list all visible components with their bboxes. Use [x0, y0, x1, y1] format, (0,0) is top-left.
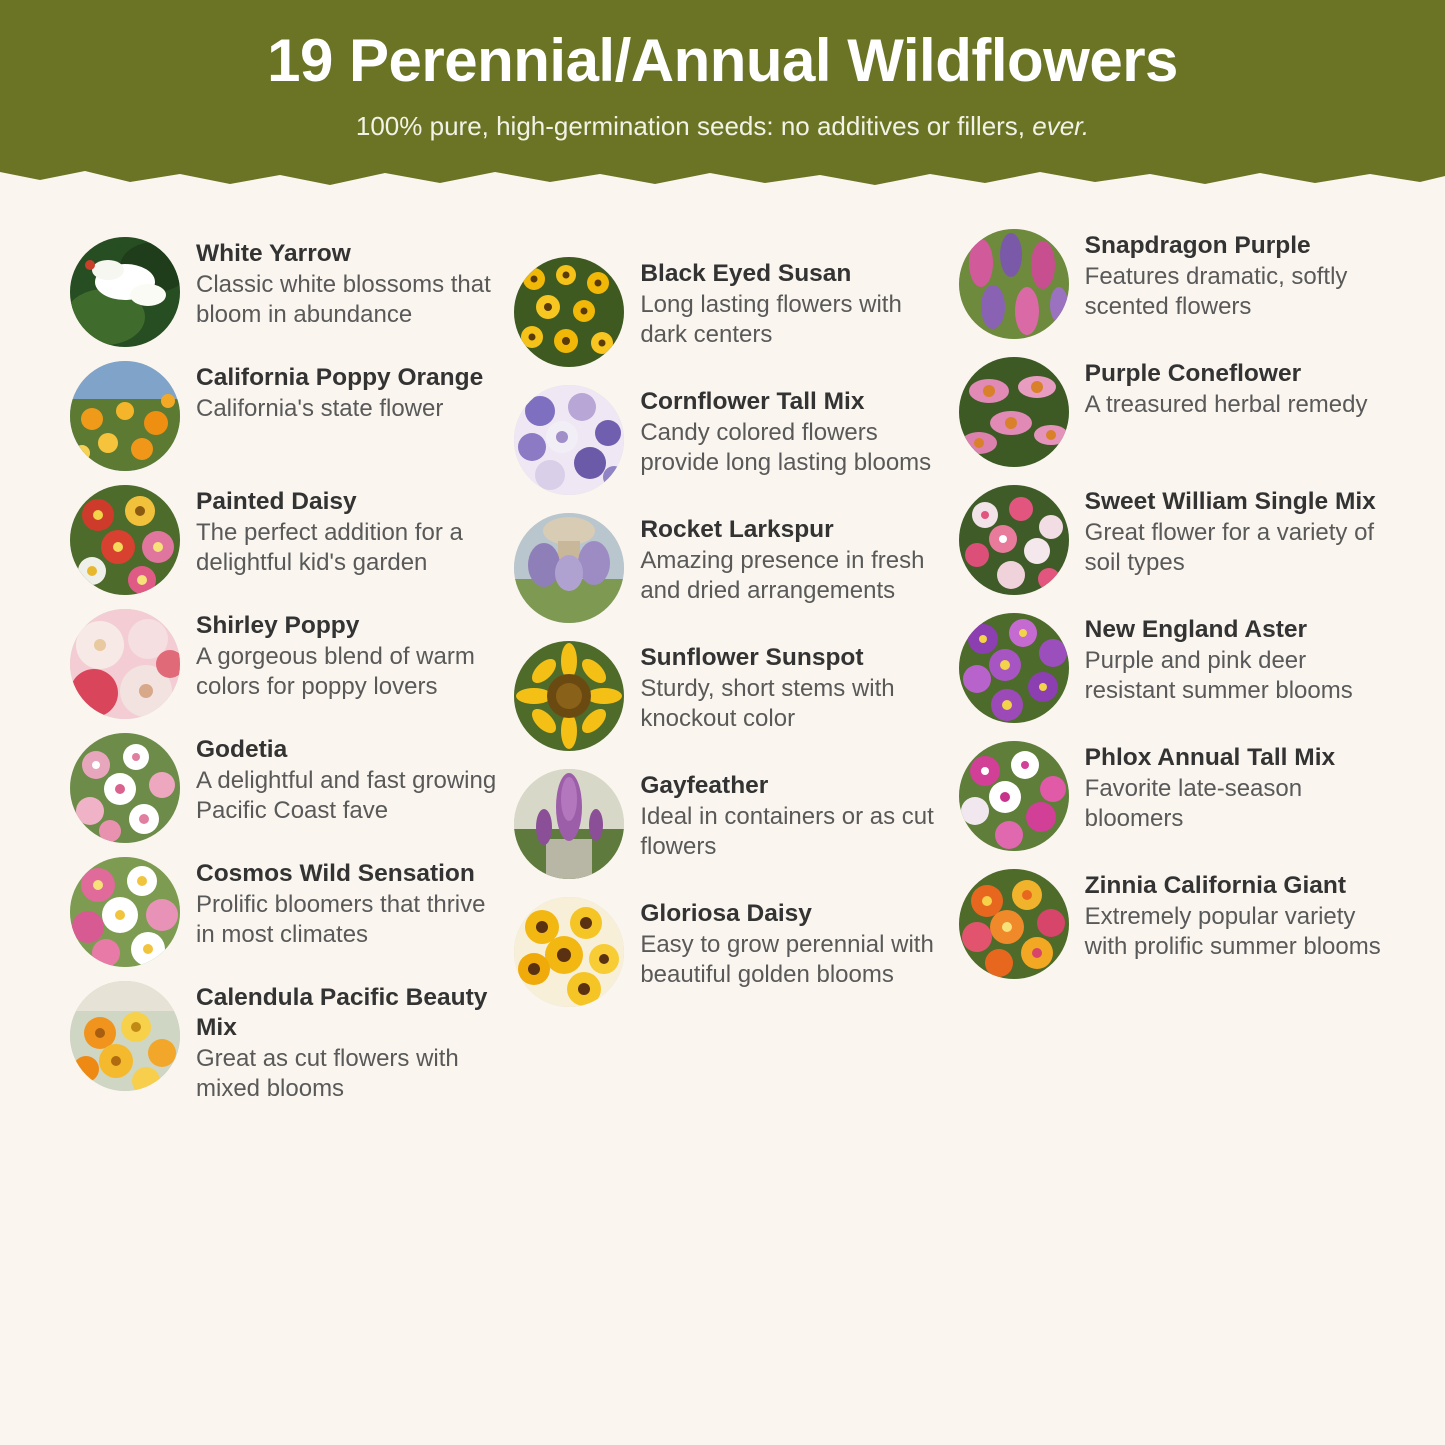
list-item-text [640, 769, 940, 862]
flower-description: Purple and pink deer resistant summer blooms [1084, 646, 1353, 704]
flower-name: Shirley Poppy [196, 612, 360, 639]
list-item [70, 733, 496, 843]
subtitle-text: 100% pure, high-germination seeds: no additives or fillers, [355, 111, 1033, 141]
list-item-text [196, 237, 496, 330]
flower-description: Ideal in containers or as cut flowers [640, 802, 934, 860]
flower-name: Cornflower Tall Mix [640, 388, 865, 415]
list-item-text [640, 257, 940, 350]
purple-coneflower-photo [959, 357, 1069, 467]
torn-paper-divider [0, 168, 1445, 196]
flower-name: Zinnia California Giant [1084, 872, 1347, 899]
flower-column-1 [70, 237, 496, 1118]
flower-name: White Yarrow [196, 240, 351, 267]
header-banner [0, 0, 1445, 196]
list-item-text [1085, 357, 1368, 420]
flower-name: Godetia [196, 736, 288, 763]
godetia-photo [70, 733, 180, 843]
painted-daisy-photo [70, 485, 180, 595]
list-item [514, 769, 940, 879]
flower-description: A gorgeous blend of warm colors for poppy lovers [196, 642, 475, 700]
gloriosa-daisy-photo [514, 897, 624, 1007]
list-item [514, 513, 940, 623]
cornflower-tall-mix-photo [514, 385, 624, 495]
flower-description: Favorite late-season bloomers [1084, 774, 1303, 832]
list-item-text [1085, 485, 1385, 578]
phlox-annual-tall-mix-photo [959, 741, 1069, 851]
shirley-poppy-photo [70, 609, 180, 719]
list-item [959, 613, 1385, 723]
flower-description: Long lasting flowers with dark centers [640, 290, 902, 348]
flower-description: Prolific bloomers that thrive in most climates [196, 890, 486, 948]
list-item [959, 869, 1385, 979]
list-item [70, 609, 496, 719]
subtitle-emphasis: ever. [1032, 111, 1090, 141]
list-item-text [1085, 869, 1385, 962]
flower-description: The perfect addition for a delightful kid's garden [196, 518, 463, 576]
list-item [514, 897, 940, 1007]
gayfeather-photo [514, 769, 624, 879]
list-item [959, 485, 1385, 595]
list-item-text [196, 485, 496, 578]
flower-description: Easy to grow perennial with beautiful golden blooms [640, 930, 934, 988]
black-eyed-susan-photo [514, 257, 624, 367]
list-item-text [196, 361, 483, 424]
flower-name: Snapdragon Purple [1084, 232, 1311, 259]
list-item-text [196, 857, 496, 950]
list-item [70, 981, 496, 1104]
list-item-text [640, 385, 940, 478]
flower-name: Gloriosa Daisy [640, 900, 812, 927]
flower-column-3 [959, 229, 1385, 1118]
sunflower-sunspot-photo [514, 641, 624, 751]
list-item [70, 857, 496, 967]
flower-description: California's state flower [196, 394, 444, 422]
page-subtitle [0, 111, 1445, 142]
flower-name: New England Aster [1084, 616, 1308, 643]
flower-description: Features dramatic, softly scented flowers [1084, 262, 1348, 320]
list-item [959, 357, 1385, 467]
flower-description: A delightful and fast growing Pacific Coast fave [196, 766, 497, 824]
flower-description: Great flower for a variety of soil types [1084, 518, 1375, 576]
list-item [959, 229, 1385, 339]
list-item-text [640, 641, 940, 734]
rocket-larkspur-photo [514, 513, 624, 623]
list-item [70, 361, 496, 471]
list-item-text [1085, 741, 1385, 834]
flower-name: Rocket Larkspur [640, 516, 834, 543]
flower-name: Painted Daisy [196, 488, 357, 515]
list-item-text [640, 897, 940, 990]
list-item-text [196, 733, 496, 826]
flower-description: Candy colored flowers provide long lasting blooms [640, 418, 932, 476]
flower-description: Great as cut flowers with mixed blooms [196, 1044, 459, 1102]
list-item [70, 485, 496, 595]
flower-name: Cosmos Wild Sensation [196, 860, 475, 887]
page-title: 19 Perennial/Annual Wildflowers [267, 27, 1178, 94]
flower-name: Black Eyed Susan [640, 260, 852, 287]
flower-grid [0, 215, 1445, 1118]
flower-description: Extremely popular variety with prolific summer blooms [1084, 902, 1381, 960]
flower-name: Sunflower Sunspot [640, 644, 864, 671]
sweet-william-single-mix-photo [959, 485, 1069, 595]
list-item [514, 257, 940, 367]
flower-description: Amazing presence in fresh and dried arrangements [640, 546, 925, 604]
flower-name: Gayfeather [640, 772, 769, 799]
list-item [514, 641, 940, 751]
flower-name: Calendula Pacific Beauty Mix [196, 984, 488, 1041]
list-item-text [640, 513, 940, 606]
flower-description: A treasured herbal remedy [1084, 390, 1368, 418]
california-poppy-orange-photo [70, 361, 180, 471]
list-item-text [1085, 613, 1385, 706]
list-item [514, 385, 940, 495]
flower-name: Phlox Annual Tall Mix [1084, 744, 1336, 771]
flower-name: California Poppy Orange [196, 364, 484, 391]
flower-description: Classic white blossoms that bloom in abundance [196, 270, 491, 328]
list-item-text [1085, 229, 1385, 322]
white-yarrow-photo [70, 237, 180, 347]
list-item-text [196, 609, 496, 702]
list-item [70, 237, 496, 347]
zinnia-california-giant-photo [959, 869, 1069, 979]
flower-name: Sweet William Single Mix [1084, 488, 1376, 515]
snapdragon-purple-photo [959, 229, 1069, 339]
calendula-pacific-beauty-mix-photo [70, 981, 180, 1091]
list-item-text [196, 981, 496, 1104]
list-item [959, 741, 1385, 851]
cosmos-wild-sensation-photo [70, 857, 180, 967]
flower-column-2 [514, 257, 940, 1118]
new-england-aster-photo [959, 613, 1069, 723]
flower-description: Sturdy, short stems with knockout color [640, 674, 895, 732]
flower-name: Purple Coneflower [1084, 360, 1302, 387]
